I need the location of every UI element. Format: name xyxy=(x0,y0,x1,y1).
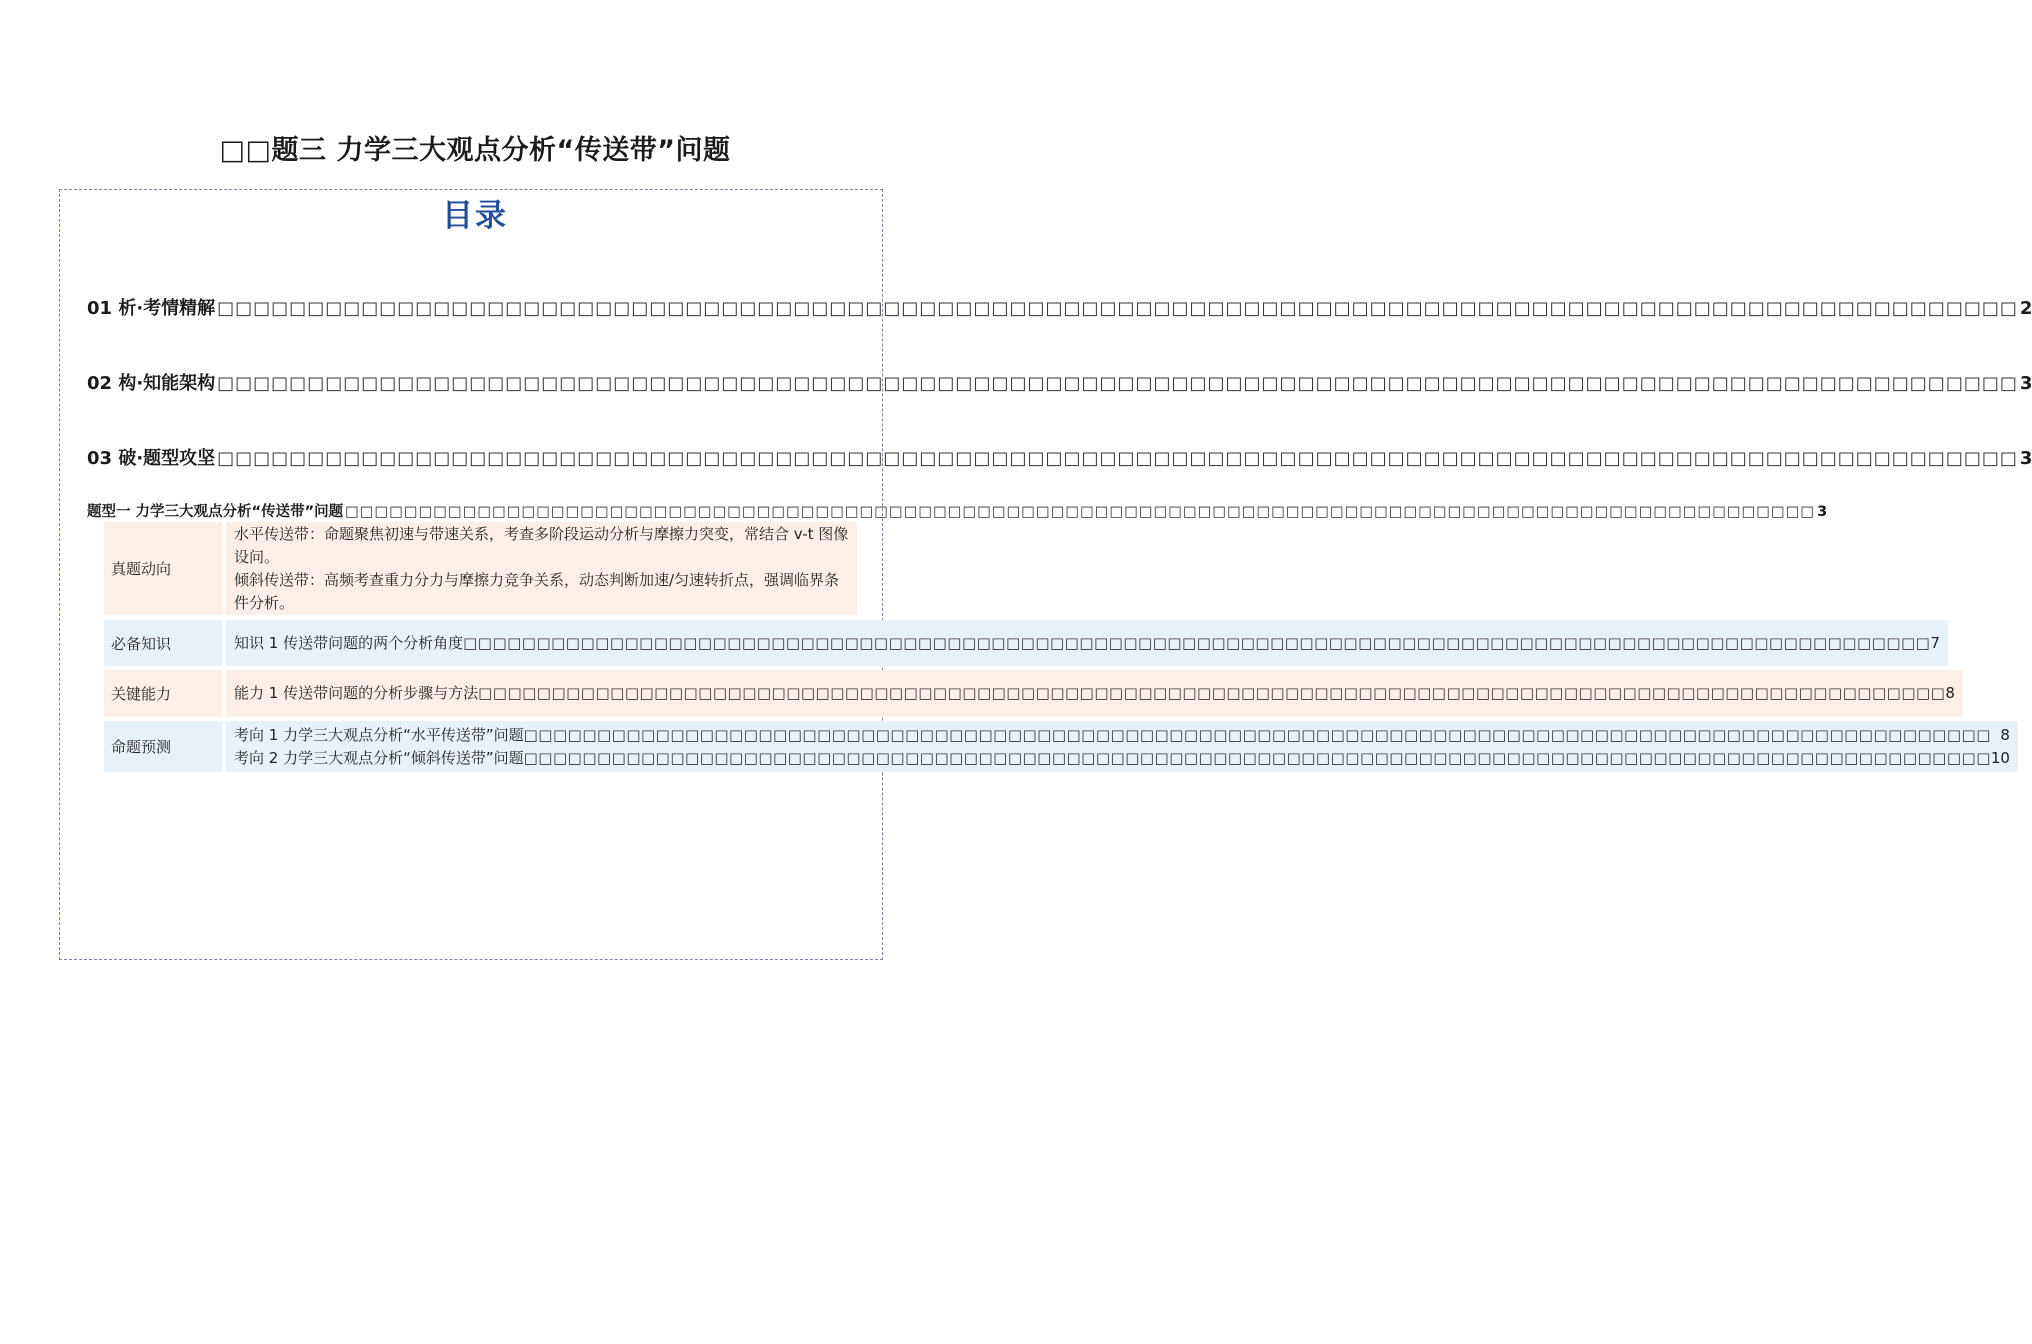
toc-entry-page: 3 xyxy=(2019,448,2032,469)
grid-row-prediction xyxy=(104,721,2010,772)
dot-leader: □□□□□□□□□□□□□□□□□□□□□□□□□□□□□□□□□□□□□□□□□□□□□□□□□□□□□□□□□□□□□□□□□□□□□□□□□□□□□□□□□□□□□□□□□□□□□□□□□□□□ xyxy=(345,504,1816,520)
toc-entry-analysis[interactable] xyxy=(87,294,2032,322)
grid-link-entry[interactable] xyxy=(234,682,1955,705)
grid-entry-page: 8 xyxy=(2000,725,2010,744)
grid-link-entry[interactable] xyxy=(234,747,2010,770)
grid-body xyxy=(226,522,857,615)
grid-body xyxy=(226,670,1963,717)
grid-entry-page: 10 xyxy=(1990,748,2010,767)
toc-entry-label: 02 构·知能架构 xyxy=(87,373,216,394)
grid-category: 必备知识 xyxy=(104,620,222,666)
toc-entry-page: 3 xyxy=(1817,504,1828,520)
grid-row-exam-trends xyxy=(104,522,857,615)
grid-entry-label: 知识 1 传送带问题的两个分析角度 xyxy=(234,633,464,652)
grid-category: 真题动向 xyxy=(104,522,222,615)
grid-entry-page: 7 xyxy=(1930,633,1940,652)
toc-entry-label: 03 破·题型攻坚 xyxy=(87,448,216,469)
toc-entry-label: 01 析·考情精解 xyxy=(87,298,216,319)
grid-entry-label: 考向 1 力学三大观点分析“水平传送带”问题 xyxy=(234,725,524,744)
toc-entry-page: 3 xyxy=(2019,373,2032,394)
grid-category: 命题预测 xyxy=(104,721,222,772)
document-title: □□题三 力学三大观点分析“传送带”问题 xyxy=(219,135,731,166)
dot-leader: □□□□□□□□□□□□□□□□□□□□□□□□□□□□□□□□□□□□□□□□□□□□□□□□□□□□□□□□□□□□□□□□□□□□□□□□□□□□□□□□□□□□□□□□□□□□□□□□□□□□ xyxy=(217,373,2018,394)
grid-body xyxy=(226,620,1948,666)
toc-subentry-type-one[interactable] xyxy=(87,500,1828,522)
dot-leader: □□□□□□□□□□□□□□□□□□□□□□□□□□□□□□□□□□□□□□□□□□□□□□□□□□□□□□□□□□□□□□□□□□□□□□□□□□□□□□□□□□□□□□□□□□□□□□□□□□□□ xyxy=(463,633,1931,652)
grid-row-key-abilities xyxy=(104,670,1955,717)
grid-entry-label: 考向 2 力学三大观点分析“倾斜传送带”问题 xyxy=(234,748,524,767)
grid-entry-label: 能力 1 传送带问题的分析步骤与方法 xyxy=(234,684,479,702)
dot-leader: □□□□□□□□□□□□□□□□□□□□□□□□□□□□□□□□□□□□□□□□□□□□□□□□□□□□□□□□□□□□□□□□□□□□□□□□□□□□□□□□□□□□□□□□□□□□□□□□□□□□ xyxy=(523,748,1991,767)
dot-leader: □□□□□□□□□□□□□□□□□□□□□□□□□□□□□□□□□□□□□□□□□□□□□□□□□□□□□□□□□□□□□□□□□□□□□□□□□□□□□□□□□□□□□□□□□□□□□□□□□□□□ xyxy=(478,684,1946,702)
grid-text-line: 水平传送带：命题聚焦初速与带速关系，考查多阶段运动分析与摩擦力突变，常结合 v-t 图像设问。 xyxy=(234,524,849,566)
grid-row-essential-knowledge xyxy=(104,620,1940,666)
toc-entry-page: 2 xyxy=(2019,298,2032,319)
grid-link-entry[interactable] xyxy=(234,724,2010,747)
grid-category: 关键能力 xyxy=(104,670,222,717)
toc-entry-framework[interactable] xyxy=(87,369,2032,397)
toc-heading: 目录 xyxy=(442,198,508,234)
grid-text-line: 倾斜传送带：高频考查重力分力与摩擦力竞争关系，动态判断加速/匀速转折点，强调临界条件分析。 xyxy=(234,570,840,612)
toc-entry-label: 题型一 力学三大观点分析“传送带”问题 xyxy=(87,504,344,520)
grid-link-entry[interactable] xyxy=(234,632,1940,655)
toc-entry-problem-types[interactable] xyxy=(87,444,2032,472)
dot-leader: □□□□□□□□□□□□□□□□□□□□□□□□□□□□□□□□□□□□□□□□□□□□□□□□□□□□□□□□□□□□□□□□□□□□□□□□□□□□□□□□□□□□□□□□□□□□□□□□□□□□ xyxy=(217,298,2018,319)
dot-leader: □□□□□□□□□□□□□□□□□□□□□□□□□□□□□□□□□□□□□□□□□□□□□□□□□□□□□□□□□□□□□□□□□□□□□□□□□□□□□□□□□□□□□□□□□□□□□□□□□□□□ xyxy=(217,448,2018,469)
grid-body xyxy=(226,721,2018,772)
grid-entry-page: 8 xyxy=(1945,684,1955,702)
dot-leader: □□□□□□□□□□□□□□□□□□□□□□□□□□□□□□□□□□□□□□□□□□□□□□□□□□□□□□□□□□□□□□□□□□□□□□□□□□□□□□□□□□□□□□□□□□□□□□□□□□□□ xyxy=(523,725,1991,744)
